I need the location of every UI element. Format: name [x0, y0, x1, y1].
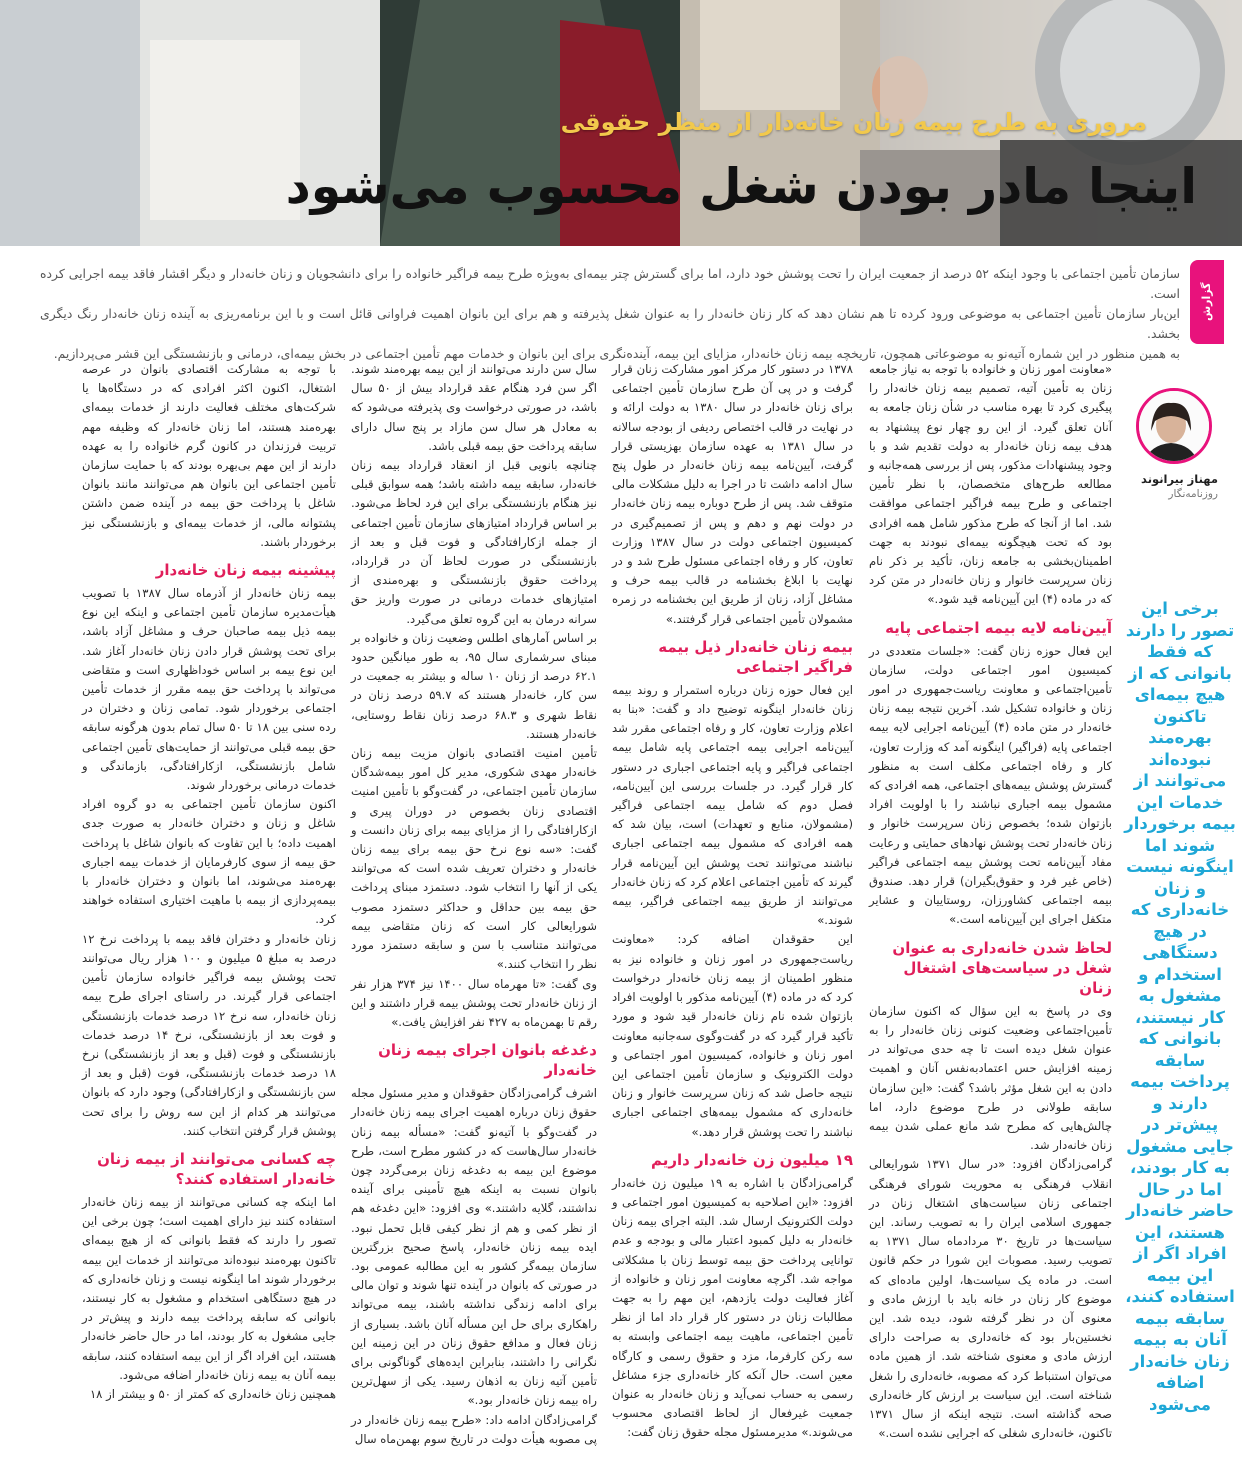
paragraph: وی گفت: «تا مهرماه سال ۱۴۰۰ نیز ۳۷۴ هزار نفر از زنان خانه‌دار تحت پوشش بیمه قرار داشتند و این رقم تا بهمن‌ماه به ۴۲۷ نفر افزایش یافت.»: [351, 976, 597, 1029]
author-photo-icon: [1136, 391, 1209, 464]
paragraph: بر اساس آمارهای اطلس وضعیت زنان و خانواده بر مبنای سرشماری سال ۹۵، به طور میانگین حدود ۶۲.۱ درصد از زنان ۱۰ ساله و بیشتر به جمعیت در سن کار، خانه‌دار هستند که ۵۹.۷ درصد زنان در نقاط شهری و ۶۸.۳ درصد زنان نقاط روستایی، خانه‌دار هستند.: [351, 630, 597, 741]
hero-photo-banner: [0, 0, 1242, 246]
lead-line: این‌بار سازمان تأمین اجتماعی به موضوعی ورود کرده تا هم نشان دهد که کار زنان خانه‌دار را به عنوان شغل پذیرفته و هم برای این بانوان اهمیت فراوانی قائل است و با این برنامه‌ریزی به آینده زنان خانه‌دار رنگ دیگری بخشد.: [40, 306, 1180, 341]
author-avatar: [1136, 388, 1212, 464]
lead-line: سازمان تأمین اجتماعی با وجود اینکه ۵۲ درصد از جمعیت ایران را تحت پوشش خود دارد، اما برای گسترش چتر بیمه‌ای به‌ویژه طرح بیمه فراگیر خانواده را برای دانشجویان و زنان خانه‌دار و دیگر اقشار فاقد بیمه اجرایی کرده است.: [40, 266, 1180, 301]
article-column-2: [351, 360, 597, 1449]
subheading: آیین‌نامه لایه بیمه اجتماعی پایه: [885, 618, 1112, 637]
subheading: پیشینه بیمه زنان خانه‌دار: [155, 561, 336, 580]
author-name: مهناز بیرانوند: [1141, 472, 1218, 486]
paragraph: این حقوقدان اضافه کرد: «معاونت ریاست‌جمهوری در امور زنان و خانواده نیز به منظور اطمینان از بیمه زنان خانه‌دار درخواست کرد که در ماده (۴) آیین‌نامه مذکور با اولویت افراد بازتوان شده نام زنان خانه‌دار قید شود و مورد تأکید قرار گیرد که در گفت‌وگوی سه‌جانبه معاونت امور زنان و خانواده، کمیسیون امور اجتماعی و دولت الکترونیک و سازمان تأمین اجتماعی این نتیجه حاصل شد که زنان سرپرست خانوار و زنان خانه‌داری که مشمول بیمه‌های اجتماعی اجباری نباشند را تحت پوشش قرار دهد.»: [612, 932, 853, 1139]
subheading: لحاظ شدن خانه‌داری به عنوان شغل در سیاست‌های اشتغال زنان: [892, 938, 1112, 997]
lead-text: [40, 264, 1180, 364]
article-lead: [0, 258, 1224, 361]
author-box: [1124, 388, 1224, 500]
paragraph: تأمین امنیت اقتصادی بانوان مزیت بیمه زنان خانه‌دار مهدی شکوری، مدیر کل امور بیمه‌شدگان سازمان تأمین اجتماعی، در گفت‌وگو با تأمین امنیت اقتصادی زنان بخصوص در دوران پیری و ازکارافتادگی را از مزایای بیمه برای زنان دانست و گفت: «سه نوع نرخ حق بیمه برای بیمه زنان خانه‌دار و دختران تعریف شده است که می‌توانند یکی از آنها را انتخاب شود. دستمزد مبنای پرداخت حق بیمه بین حداقل و حداکثر دستمزد مصوب شورایعالی کار است که زنان متقاضی بیمه می‌توانند متناسب با سن و سابقه دستمزد مورد نظر را انتخاب کنند.»: [351, 746, 597, 972]
paragraph: چنانچه بانویی قبل از انعقاد قرارداد بیمه زنان خانه‌دار، سابقه بیمه داشته باشد؛ همه سوابق قبلی نیز هنگام بازنشستگی برای این فرد لحاظ می‌شود. بر اساس قرارداد امتیازهای سازمان تأمین اجتماعی از جمله ازکارافتادگی و فوت قبل و بعد از بازنشستگی در صورت لحاظ آن در قرارداد، پرداخت حقوق بازنشستگی و بهره‌مندی از امتیازهای خدمات درمانی در صورت واریز حق سرانه درمان به این گروه تعلق می‌گیرد.: [351, 458, 597, 626]
subheading: چه کسانی می‌توانند از بیمه زنان خانه‌دار استفاده کنند؟: [97, 1149, 336, 1188]
paragraph: اشرف گرامی‌زادگان حقوقدان و مدیر مسئول مجله حقوق زنان درباره اهمیت اجرای بیمه زنان خانه‌دار در گفت‌وگو با آتیه‌نو گفت: «مسأله بیمه زنان خانه‌دار سال‌هاست که در کشور مطرح است، طرح موضوع این بیمه به دغدغه زنان برمی‌گردد چون بانوان نسبت به اینکه هیچ تأمینی برای آینده نداشتند، گلایه داشتند.» وی افزود: «این دغدغه هم از نظر کمی و هم از نظر کیفی قابل تحمل نبود. ایده بیمه زنان خانه‌دار، پاسخ صحیح بزرگترین سازمان بیمه‌گر کشور به این مطالبه عمومی بود. در صورتی که بانوان در آینده تنها شوند و توان مالی برای ادامه زندگی نداشته باشند، بیمه می‌تواند راهکاری برای حل این مسأله آنان باشد. بسیاری از زنان فعال و مدافع حقوق زنان در این زمینه این نگرانی را داشتند، بنابراین ایده‌های گوناگونی برای تأمین آتیه زنان به اذهان رسید. یکی از سهل‌ترین راه بیمه زنان خانه‌دار بود.»: [351, 1086, 597, 1408]
paragraph: ۱۳۷۸ در دستور کار مرکز امور مشارکت زنان قرار گرفت و در پی آن طرح سازمان تأمین اجتماعی برای زنان خانه‌دار در سال ۱۳۸۰ به دولت ارائه و در نهایت در قالب اختصاص ردیفی از بودجه سالانه در سال ۱۳۸۱ به عهده سازمان بهزیستی قرار گرفت، آیین‌نامه بیمه زنان خانه‌دار در طول پنج سال ادامه داشت تا در اجرا به دلیل مشکلات مالی متوقف شد. پس از طرح دوباره بیمه زنان خانه‌دار در دولت نهم و دهم و پس از تصمیم‌گیری در کمیسیون اجتماعی دولت در سال ۱۳۸۷ وزارت تعاون، کار و رفاه اجتماعی مسئول طرح شد و در نهایت با ابلاغ بخشنامه در قالب بیمه حرف و مشاغل آزاد، زنان از طریق این بخشنامه در زمره مشمولان تأمین اجتماعی قرار گرفتند.»: [612, 362, 853, 626]
paragraph: همچنین زنان خانه‌داری که کمتر از ۵۰ و بیشتر از ۱۸: [89, 1386, 336, 1401]
paragraph: این فعال حوزه زنان درباره استمرار و روند بیمه زنان خانه‌دار اینگونه توضیح داد و گفت: «بنا به اعلام وزارت تعاون، کار و رفاه اجتماعی مقرر شد آیین‌نامه اجرایی بیمه اجتماعی پایه شامل بیمه اجتماعی فراگیر و پایه اجتماعی اجباری در دستور کار قرار گیرد. در جلسات بررسی این آیین‌نامه، فصل دوم که شامل بیمه اجتماعی فراگیر (مشمولان، منابع و تعهدات) است، بیان شد که همه افرادی که مشمول بیمه اجتماعی اجباری نباشند می‌توانند تحت پوشش این آیین‌نامه قرار گیرند که تأمین اجتماعی اعلام کرد که زنان خانه‌دار می‌توانند از طریق بیمه اجتماعی فراگیر، بیمه شوند.»: [612, 682, 853, 928]
paragraph: با توجه به مشارکت اقتصادی بانوان در عرصه اشتغال، اکنون اکثر افرادی که در دستگاه‌ها یا شرکت‌های مختلف فعالیت دارند از خدمات بیمه‌ای بهره‌مند هستند، اما زنان خانه‌دار که وظیفه مهم تربیت فرزندان در کانون گرم خانواده را به عهده دارند از این مهم بی‌بهره بودند که با حمایت سازمان تأمین اجتماعی این بانوان هم می‌توانند مانند بانوان شاغل با پرداخت حق بیمه در آینده ضمن داشتن پشتوانه مالی، از خدمات بیمه‌ای و بازنشستگی نیز برخوردار باشند.: [82, 362, 336, 549]
article-column-4: [869, 360, 1112, 1443]
subheading: دغدغه بانوان اجرای بیمه زنان خانه‌دار: [378, 1041, 597, 1080]
lead-line: به همین منظور در این شماره آتیه‌نو به موضوعاتی همچون، تاریخچه بیمه زنان خانه‌دار، مزایای این بیمه، آینده‌نگری برای این بانوان و خدمات مهم تأمین اجتماعی در بخش بیمه‌ای، درمانی و بازنشستگی این قشر می‌پردازیم.: [53, 346, 1180, 361]
paragraph: این فعال حوزه زنان گفت: «جلسات متعددی در کمیسیون امور اجتماعی دولت، سازمان تأمین‌اجتماعی و معاونت ریاست‌جمهوری در امور زنان و خانواده تشکیل شد. آخرین نتیجه بیمه زنان خانه‌دار در متن ماده (۴) آیین‌نامه اجرایی لایه بیمه اجتماعی پایه (فراگیر) اینگونه آمد که وزارت تعاون، کار و رفاه اجتماعی مکلف است به منظور گسترش پوشش بیمه‌های اجتماعی، همه افرادی که مشمول بیمه اجباری نباشند را با اولویت افراد بازتوان شده؛ بخصوص زنان سرپرست خانوار و زنان خانه‌دار تحت پوشش نهادهای حمایتی و رعایت مفاد آیین‌نامه تحت پوشش بیمه اجتماعی فراگیر (خاص غیر فرد و حقوق‌بگیران) قرار دهد. صندوق بیمه اجتماعی کشاورزان، روستاییان و عشایر متکفل اجرای این آیین‌نامه است.»: [869, 643, 1112, 927]
subheading: ۱۹ میلیون زن خانه‌دار داریم: [650, 1150, 853, 1169]
paragraph: اکنون سازمان تأمین اجتماعی به دو گروه افراد شاغل و زنان و دختران خانه‌دار به صورت جدی اهمیت داده؛ با این تفاوت که بانوان شاغل با پرداخت حق بیمه از سوی کارفرمایان از خدمات بیمه اجباری بهره‌مند می‌شوند، اما بانوان و دختران خانه‌دار با بیمه‌پردازی از بیمه با ماهیت اختیاری استفاده خواهند کرد.: [82, 797, 336, 927]
paragraph: «معاونت امور زنان و خانواده با توجه به نیاز جامعه زنان به تأمین آتیه، تصمیم بیمه زنان خانه‌دار را پیگیری کرد تا بهره مناسب در شأن زنان جامعه به آنان تعلق گیرد. از این رو چهار نوع پیشنهاد به هدف بیمه زنان خانه‌دار به دولت تقدیم شد و با وجود پیشنهادات مذکور، پس از بررسی همه‌جانبه و مطالعه طرح‌های متخصصان، با نظر تأمین اجتماعی و طرح بیمه فراگیر اجتماعی موافقت شد. اما از آنجا که طرح مذکور شامل همه افرادی بود که تحت هیچگونه بیمه‌ای نبودند به جهت اطمینان‌بخشی به جامعه زنان، تأکید بر ذکر نام زنان سرپرست خانوار و زنان خانه‌دار در متن کرد که در ماده (۴) این آیین‌نامه قید شود.»: [869, 362, 1112, 607]
paragraph: زنان خانه‌دار و دختران فاقد بیمه با پرداخت نرخ ۱۲ درصد به مبلغ ۵ میلیون و ۱۰۰ هزار ریال می‌توانند تحت پوشش بیمه فراگیر خانواده سازمان تأمین اجتماعی قرار گیرند. در راستای اجرای طرح بیمه زنان خانه‌دار، سه نرخ ۱۲ درصد خدمات بازنشستگی و فوت بعد از بازنشستگی، نرخ ۱۴ درصد خدمات بازنشستگی و فوت (قبل و بعد از بازنشستگی) نرخ ۱۸ درصد خدمات بازنشستگی، فوت (قبل و بعد از سن بازنشستگی و ازکارافتادگی) وجود دارد که بانوان می‌توانند هر کدام از این سه روش را برای تحت پوشش قرار گرفتن انتخاب کنند.: [82, 931, 336, 1138]
pull-quote: برخی این تصور را دارند که فقط بانوانی که از هیچ بیمه‌ای تاکنون بهره‌مند نبوده‌اند می‌توانند از خدمات این بیمه برخوردار شوند اما اینگونه نیست و زنان خانه‌داری که در هیچ دستگاهی استخدام و مشغول به کار نیستند، بانوانی که سابقه پرداخت بیمه دارند و پیش‌تر در جایی مشغول به کار بودند، اما در حال حاضر خانه‌دار هستند، این افراد اگر از این بیمه استفاده کنند، سابقه بیمه آنان به بیمه زنان خانه‌دار اضافه می‌شود: [1124, 599, 1236, 1414]
paragraph: بیمه زنان خانه‌دار از آذرماه سال ۱۳۸۷ با تصویب هیأت‌مدیره سازمان تأمین اجتماعی و اینکه این نوع بیمه ذیل بیمه صاحبان حرف و مشاغل آزاد باشد، برای تحت پوشش قرار دادن زنان خانه‌دار آغاز شد. این نوع بیمه بر اساس خوداظهاری است و متقاضی می‌تواند با پرداخت حق بیمه مقرر از خدمات تأمین اجتماعی برخوردار شود. تمامی زنان و دختران در رده سنی بین ۱۸ تا ۵۰ سال تمام بدون هرگونه سابقه حق بیمه قبلی می‌توانند از حمایت‌های تأمین اجتماعی شامل بازنشستگی، ازکارافتادگی، بازماندگی و خدمات درمانی برخوردار شوند.: [82, 586, 336, 793]
paragraph: اما اینکه چه کسانی می‌توانند از بیمه زنان خانه‌دار استفاده کنند نیز دارای اهمیت است؛ چون برخی این تصور را دارند که فقط بانوانی که از هیچ بیمه‌ای تاکنون بهره‌مند نبوده‌اند می‌توانند از خدمات این بیمه برخوردار شوند اما اینگونه نیست و زنان خانه‌داری که در هیچ دستگاهی استخدام و مشغول به کار نیستند، بانوانی که سابقه پرداخت بیمه دارند و پیش‌تر در جایی مشغول به کار بودند، اما در حال حاضر خانه‌دار هستند، این افراد اگر از این بیمه استفاده کنند، سابقه بیمه آنان به بیمه زنان خانه‌دار اضافه می‌شود.: [82, 1194, 336, 1382]
article-column-3: [612, 360, 853, 1443]
article-kicker: مروری به طرح بیمه زنان خانه‌دار از منظر حقوقی: [560, 108, 1147, 136]
subheading: بیمه زنان خانه‌دار ذیل بیمه فراگیر اجتماعی: [658, 637, 853, 676]
author-role: روزنامه‌نگار: [1168, 488, 1218, 500]
paragraph: سال سن دارند می‌توانند از این بیمه بهره‌مند شوند. اگر سن فرد هنگام عقد قرارداد بیش از ۵۰ سال باشد، در صورتی درخواست وی پذیرفته می‌شود که به معادل هر سال سن مازاد بر پنج سال دارای سابقه پرداخت حق بیمه قبلی باشد.: [351, 362, 597, 453]
article-headline: اینجا مادر بودن شغل محسوب می‌شود: [285, 158, 1197, 215]
paragraph: وی در پاسخ به این سؤال که اکنون سازمان تأمین‌اجتماعی وضعیت کنونی زنان خانه‌دار را به عنوان شغل دیده است تا چه حدی می‌تواند در زمینه افزایش حس اعتمادبه‌نفس آنان و اهمیت دادن به این شغل مؤثر باشد؟ گفت: «این سازمان سابقه طولانی در طرح موضوع دارد، اما چالش‌هایی که مطرح شد مانع عملی شدن بیمه زنان خانه‌دار شد.: [869, 1003, 1112, 1153]
paragraph: گرامی‌زادگان افزود: «در سال ۱۳۷۱ شورایعالی انقلاب فرهنگی به محوریت شورای فرهنگی اجتماعی زنان سیاست‌های اشتغال زنان در جمهوری اسلامی ایران را به تصویب رساند. این سیاست‌ها در تاریخ ۳۰ مردادماه سال ۱۳۷۱ به تصویب رسید. مصوبات این شورا در حکم قانون است. در ماده یک سیاست‌ها، اولین ماده‌ای که موضوع کار زنان در خانه باید با ارزش مادی و معنوی آن در نظر گرفته شود، دیده شد. این نخستین‌بار بود که خانه‌داری به صراحت دارای ارزش مادی و معنوی شناخته شد. از همین ماده می‌توان استنباط کرد که مصوبه، خانه‌داری را شغل شناخته است. این سیاست بر ارزش کار خانه‌داری صحه گذاشته است. نتیجه اینکه از سال ۱۳۷۱ تاکنون، خانه‌داری شغلی که اجرایی نشده است.»: [869, 1157, 1112, 1441]
article-column-1: [82, 360, 336, 1404]
section-badge: گزارش: [1190, 260, 1224, 344]
paragraph: گرامی‌زادگان ادامه داد: «طرح بیمه زنان خانه‌دار در پی مصوبه هیأت دولت در تاریخ سوم بهمن‌ماه سال: [351, 1412, 597, 1446]
paragraph: گرامی‌زادگان با اشاره به ۱۹ میلیون زن خانه‌دار افزود: «این اصلاحیه به کمیسیون امور اجتماعی و دولت الکترونیک ارسال شد. البته اجرای بیمه زنان خانه‌دار به دلیل کمبود اعتبار مالی و بودجه و عدم توانایی پرداخت حق بیمه توسط زنان با مشکلاتی مواجه شد. اگرچه معاونت امور زنان و خانواده از آغاز فعالیت دولت یازدهم، این مهم را به جهت مطالبات زنان در دستور کار قرار داد اما از نظر تأمین اجتماعی، ماهیت بیمه اجتماعی وابسته به سه رکن کارفرما، مزد و حقوق رسمی و کارگاه معین است. حال آنکه کار خانه‌داری جزء مشاغل رسمی به حساب نمی‌آید و زنان خانه‌دار به عنوان جمعیت غیرفعال از لحاظ اقتصادی محسوب می‌شوند.» مدیرمسئول مجله حقوق زنان گفت:: [612, 1175, 853, 1440]
